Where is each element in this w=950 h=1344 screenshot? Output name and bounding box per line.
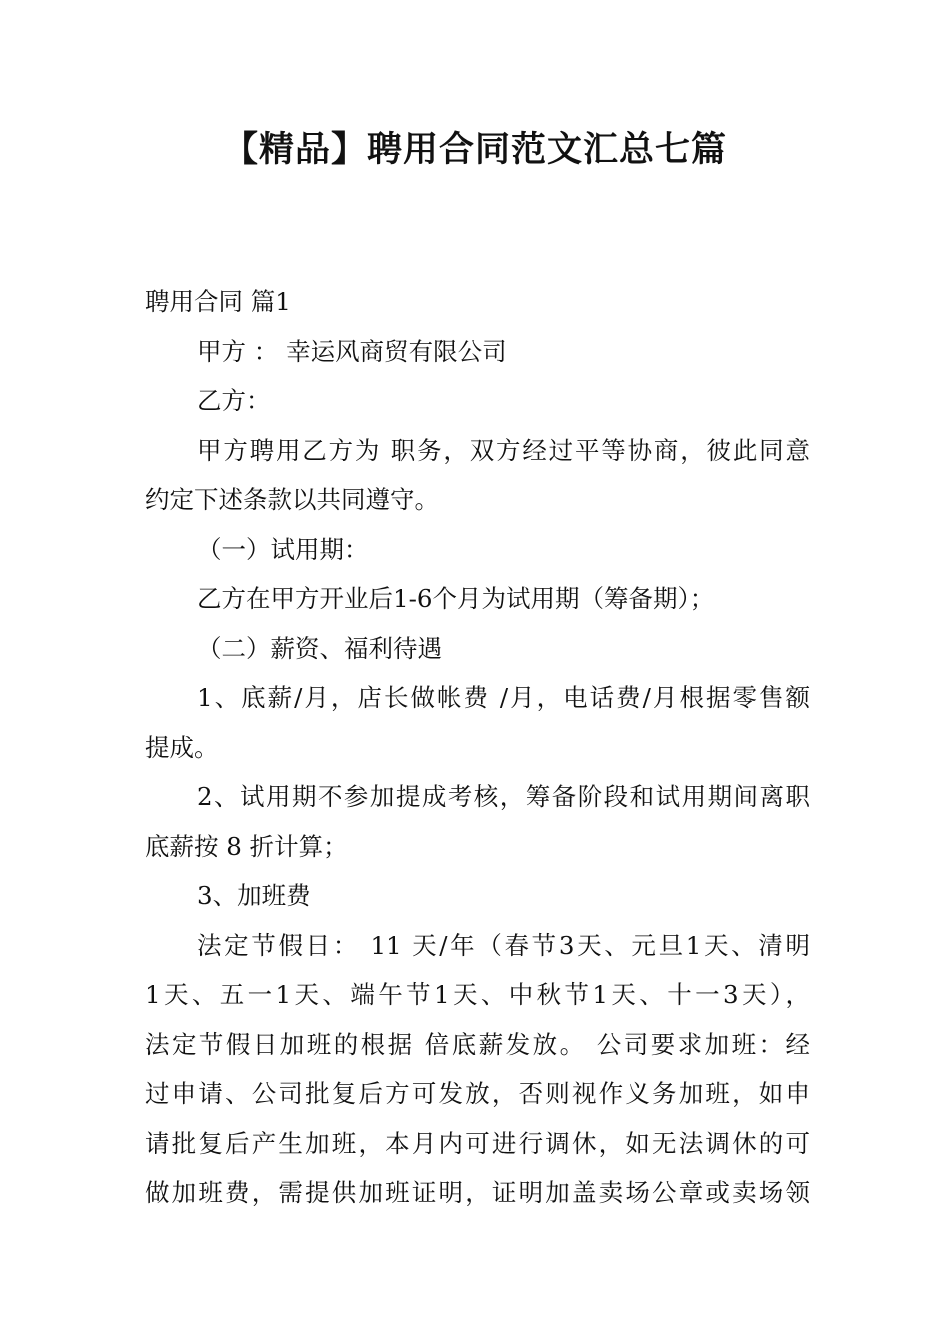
paragraph-line: 请批复后产生加班，本月内可进行调休，如无法调休的可 <box>145 1128 810 1158</box>
paragraph-line: 提成。 <box>145 732 219 762</box>
clause-heading: 3、加班费 <box>197 881 311 910</box>
paragraph-line: 过申请、公司批复后方可发放，否则视作义务加班，如申 <box>145 1079 810 1108</box>
paragraph-line: 底薪按 8 折计算； <box>145 831 348 861</box>
party-a-line: 甲方 ： 幸运风商贸有限公司 <box>197 336 507 366</box>
document-title: 【精品】聘用合同范文汇总七篇 <box>222 130 727 170</box>
section-heading: 聘用合同 篇1 <box>145 287 291 316</box>
clause-heading: （二）薪资、福利待遇 <box>197 633 442 663</box>
paragraph-line: 做加班费，需提供加班证明，证明加盖卖场公章或卖场领 <box>145 1178 810 1207</box>
party-b-line: 乙方： <box>197 386 271 415</box>
document-body <box>145 277 810 1218</box>
paragraph-line: 约定下述条款以共同遵守。 <box>145 485 439 514</box>
paragraph-line: 法定节假日加班的根据 倍底薪发放。 公司要求加班：经 <box>145 1029 810 1059</box>
paragraph-line: 甲方聘用乙方为 职务，双方经过平等协商，彼此同意 <box>197 435 810 465</box>
paragraph-line: 乙方在甲方开业后1-6个月为试用期（筹备期）； <box>197 584 715 613</box>
clause-heading: （一）试用期： <box>197 534 369 564</box>
paragraph-line: 法定节假日： 11 天/年（春节3天、元旦1天、清明 <box>197 930 810 960</box>
paragraph-line: 2、试用期不参加提成考核，筹备阶段和试用期间离职 <box>197 782 810 811</box>
paragraph-line: 1天、五一1天、端午节1天、中秋节1天、十一3天）， <box>145 980 810 1009</box>
paragraph-line: 1、底薪/月，店长做帐费 /月，电话费/月根据零售额 <box>197 683 810 712</box>
